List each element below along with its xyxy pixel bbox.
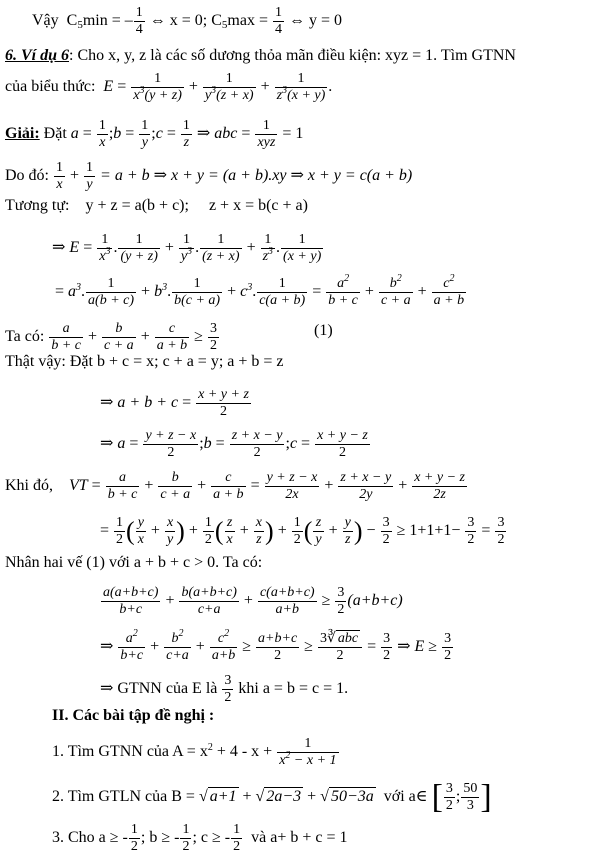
c5-label: C bbox=[66, 12, 78, 30]
solution-label: Giải: bbox=[5, 125, 40, 143]
khi-do-line: Khi đó, VT = $\frac{a}{b + c}$ + $\frac{b}{c + a}$ + $\frac{c}{a + b}$ = $\frac{y + z - x}{2x}$ + $\frac{z + x - y}{2y}$ + $\frac{x + y - z}{2z}$ bbox=[5, 470, 465, 502]
section-2-heading: II. Các bài tập đề nghị : bbox=[52, 707, 215, 724]
exercise-3: 3. Cho a ≥ - $\frac{1}{2}$ ; b ≥ - $\frac{1}{2}$ ; c ≥ - $\frac{1}{2}$ và a+ b + c = 1 bbox=[52, 822, 348, 854]
vt-estimate-line: = $\frac{1}{2}$ ( $\frac{y}{x}$ + $\frac{x}{y}$ ) + $\frac{1}{2}$ ( $\frac{z}{x}$ + $\frac{x}{z}$ ) + $\frac{1}{2}$ ( $\frac{z}{y}$ + $\frac{y}{z}$ ) − $\frac{3}{2}$ ≥ 1+1+1− $\frac{3}{2}$ = $\frac{3}{2}$ bbox=[100, 515, 505, 547]
ta-co-line: Ta có: $\frac{a}{b + c}$ + $\frac{b}{c + a}$ + $\frac{c}{a + b}$ ≥ $\frac{3}{2}$ bbox=[5, 321, 217, 353]
c5-sub-2: 5 bbox=[221, 19, 228, 32]
that-vay-line: Thật vậy: Đặt b + c = x; c + a = y; a + b = z bbox=[5, 353, 284, 370]
ta-co-label: Ta có: bbox=[5, 328, 45, 346]
do-do-line: Do đó: $\frac{1}{x}$ + $\frac{1}{y}$ = a + b ⇒ x + y = (a + b).xy ⇒ x + y = c(a + b) bbox=[5, 160, 413, 192]
sum-line: ⇒ a + b + c = $\frac{x + y + z}{2}$ bbox=[100, 387, 249, 419]
tuong-tu-eq2: z + x = b(c + a) bbox=[208, 197, 308, 214]
frac-quarter-2: $\frac{1}{4}$ bbox=[274, 5, 282, 37]
c5-sub: 5 bbox=[77, 19, 83, 32]
example-6-statement bbox=[5, 46, 516, 66]
multiply-line: $\frac{a(a+b+c)}{b+c}$ + $\frac{b(a+b+c)}{c+a}$ + $\frac{c(a+b+c)}{a+b}$ ≥ $\frac{3}{2}$ (a+b+c) bbox=[103, 585, 403, 617]
gtnn-text: ⇒ GTNN của E là bbox=[100, 680, 218, 698]
c5-minmax-line bbox=[32, 5, 342, 38]
tuong-tu-line bbox=[5, 196, 308, 216]
khi-do-label: Khi đó, bbox=[5, 477, 53, 495]
gtnn-condition: khi a = b = c = 1. bbox=[238, 680, 349, 698]
gtnn-result-line: ⇒ GTNN của E là $\frac{3}{2}$ khi a = b = c = 1. bbox=[100, 673, 349, 705]
solution-line: Giải: Đặt a = $\frac{1}{x}$ ;b = $\frac{1}{y}$ ;c = $\frac{1}{z}$ ⇒ abc = $\frac{1}{\text{xyz}}$ = 1 bbox=[5, 118, 304, 150]
iff-text-1: ⇔ x = 0; C bbox=[149, 12, 222, 30]
frac-quarter: $\frac{1}{4}$ bbox=[135, 5, 143, 37]
exercise-2: 2. Tìm GTLN của B = √ a+1 + √ 2a−3 + √ 50−3a với a∈ [ $\frac{3}{2}$ ; $\frac{50}{3}$ ] bbox=[52, 778, 492, 816]
tuong-tu-label: Tương tự: bbox=[5, 197, 70, 214]
max-label: max = bbox=[227, 12, 268, 30]
example-6-text: : Cho x, y, z là các số dương thỏa mãn điều kiện: xyz = 1. Tìm GTNN bbox=[69, 47, 516, 64]
conclusion-ineq-line: ⇒ $\frac{a^2}{b+c}$ + $\frac{b^2}{c+a}$ + $\frac{c^2}{a+b}$ ≥ $\frac{a+b+c}{2}$ ≥ $\frac{\text{3∛ abc}}{2}$ = $\frac{3}{2}$ ⇒ E ≥ $\frac{3}{2}$ bbox=[100, 628, 452, 663]
do-do-label: Do đó: bbox=[5, 167, 49, 185]
iff-text-2: ⇔ y = 0 bbox=[288, 12, 342, 30]
exercise-1: 1. Tìm GTNN của $A = x^2 + 4 - x$ + $\frac{1}{x^2 - x + 1}$ bbox=[52, 736, 337, 768]
dat-text: Đặt bbox=[43, 125, 67, 143]
nhan-hai-ve-line: Nhân hai vế (1) với a + b + c > 0. Ta có: bbox=[5, 554, 263, 571]
expression-label: của biểu thức: bbox=[5, 78, 96, 96]
E-rewrite-line: ⇒ E = $\frac{1}{x^3}$ . $\frac{1}{(y + z)}$ + $\frac{1}{y^3}$ . $\frac{1}{(z + x)}$ + $\frac{1}{z^3}$ . $\frac{1}{(x + y)}$ bbox=[52, 232, 322, 264]
neg-sign: – bbox=[124, 12, 133, 30]
equation-number-1: (1) bbox=[314, 322, 333, 339]
tuong-tu-eq1: y + z = a(b + c); bbox=[85, 197, 189, 214]
vay-text: Vậy bbox=[32, 12, 59, 30]
expression-E-line: của biểu thức: E = $\frac{1}{x^3(y + z)}$ + $\frac{1}{y^3(z + x)}$ + $\frac{1}{z^3(x + y)}$ . bbox=[5, 71, 333, 103]
min-label: min = bbox=[82, 12, 121, 30]
E-abc-line: = $a^3$. $\frac{1}{a(b + c)}$ + $b^3$. $\frac{1}{b(c + a)}$ + $c^3$. $\frac{1}{c(a + b)}$ = $\frac{a^2}{b + c}$ + $\frac{b^2}{c + a}$ + $\frac{c^2}{a + b}$ bbox=[55, 273, 465, 308]
example-6-label: 6. Ví dụ 6 bbox=[5, 47, 70, 64]
abc-xyz-line: ⇒ a = $\frac{y + z - x}{2}$ ;b = $\frac{z + x - y}{2}$ ;c = $\frac{x + y - z}{2}$ bbox=[100, 428, 368, 460]
